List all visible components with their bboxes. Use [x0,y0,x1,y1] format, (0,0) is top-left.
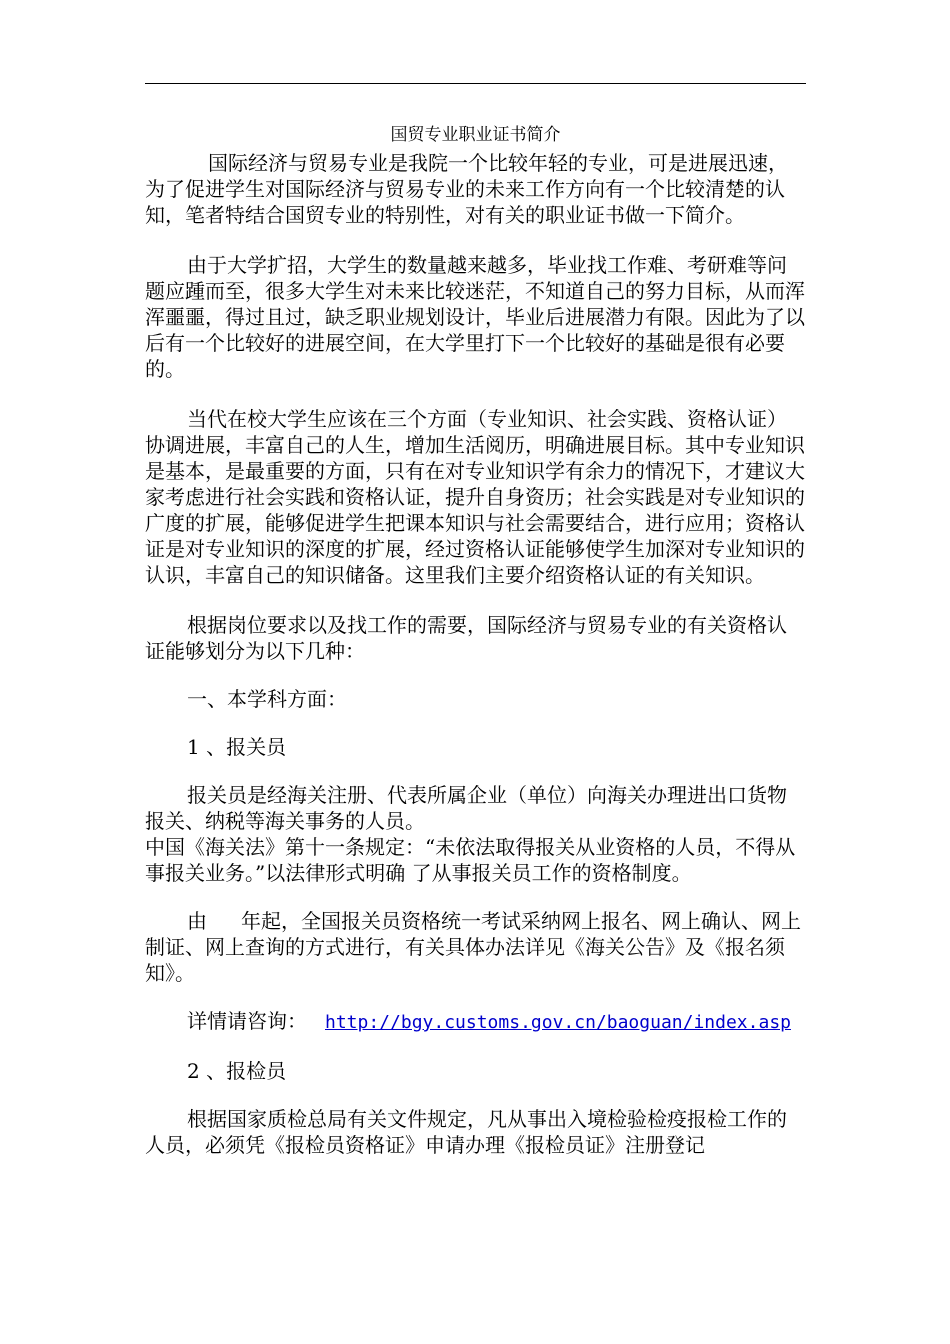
item-heading-inspection-declarant: 2 、报检员 [187,1059,287,1083]
paragraph-development: 当代在校大学生应该在三个方面（专业知识、社会实践、资格认证）协调进展，丰富自己的人生，增加生活阅历，明确进展目标。其中专业知识是基本，是最重要的方面，只有在对专业知识学有余力的情况下，才建议大家考虑进行社会实践和资格认证，提升自身资历；社会实践是对专业知识的广度的扩展，能够促进学生把课本知识与社会需要结合，进行应用；资格认证是对专业知识的深度的扩展，经过资格认证能够使学生加深对专业知识的认识，丰富自己的知识储备。这里我们主要介绍资格认证的有关知识。 [145,407,805,587]
consult-line [145,1008,806,1036]
paragraph-inspection-declarant: 根据国家质检总局有关文件规定，凡从事出入境检验检疫报检工作的人员，必须凭《报检员资格证》申请办理《报检员证》注册登记 [145,1107,787,1157]
header-rule [145,83,806,84]
exam-online-text: 年起，全国报关员资格统一考试采纳网上报名、网上确认、网上制证、网上查询的方式进行，有关具体办法详见《海关公告》及《报名须知》。 [145,909,801,985]
exam-from-label: 由 [187,909,207,933]
section-heading-discipline: 一、本学科方面： [187,687,347,711]
paragraph-customs-law: 中国《海关法》第十一条规定：“未依法取得报关从业资格的人员，不得从事报关业务。”以法律形式明确 了从事报关员工作的资格制度。 [145,835,796,885]
consult-link[interactable]: http://bgy.customs.gov.cn/baoguan/index.asp [325,1012,791,1033]
document-title: 国贸专业职业证书简介 [390,125,561,145]
paragraph-classification: 根据岗位要求以及找工作的需要，国际经济与贸易专业的有关资格认证能够划分为以下几种： [145,613,787,663]
item-heading-customs-broker: 1 、报关员 [187,735,287,759]
document-body [145,150,806,1158]
paragraph-enrollment: 由于大学扩招，大学生的数量越来越多，毕业找工作难、考研难等问题应踵而至，很多大学生对未来比较迷茫，不知道自己的努力目标，从而浑浑噩噩，得过且过，缺乏职业规划设计，毕业后进展潜力有限。因此为了以后有一个比较好的进展空间，在大学里打下一个比较好的基础是很有必要的。 [145,253,805,381]
paragraph-customs-broker-definition: 报关员是经海关注册、代表所属企业（单位）向海关办理进出口货物报关、纳税等海关事务的人员。 [145,783,787,833]
intro-paragraph: 国际经济与贸易专业是我院一个比较年轻的专业，可是进展迅速，为了促进学生对国际经济与贸易专业的未来工作方向有一个比较清楚的认知，笔者特结合国贸专业的特别性，对有关的职业证书做一下简介。 [145,151,788,227]
paragraph-exam-online [145,908,806,986]
consult-label: 详情请咨询： [187,1009,307,1033]
